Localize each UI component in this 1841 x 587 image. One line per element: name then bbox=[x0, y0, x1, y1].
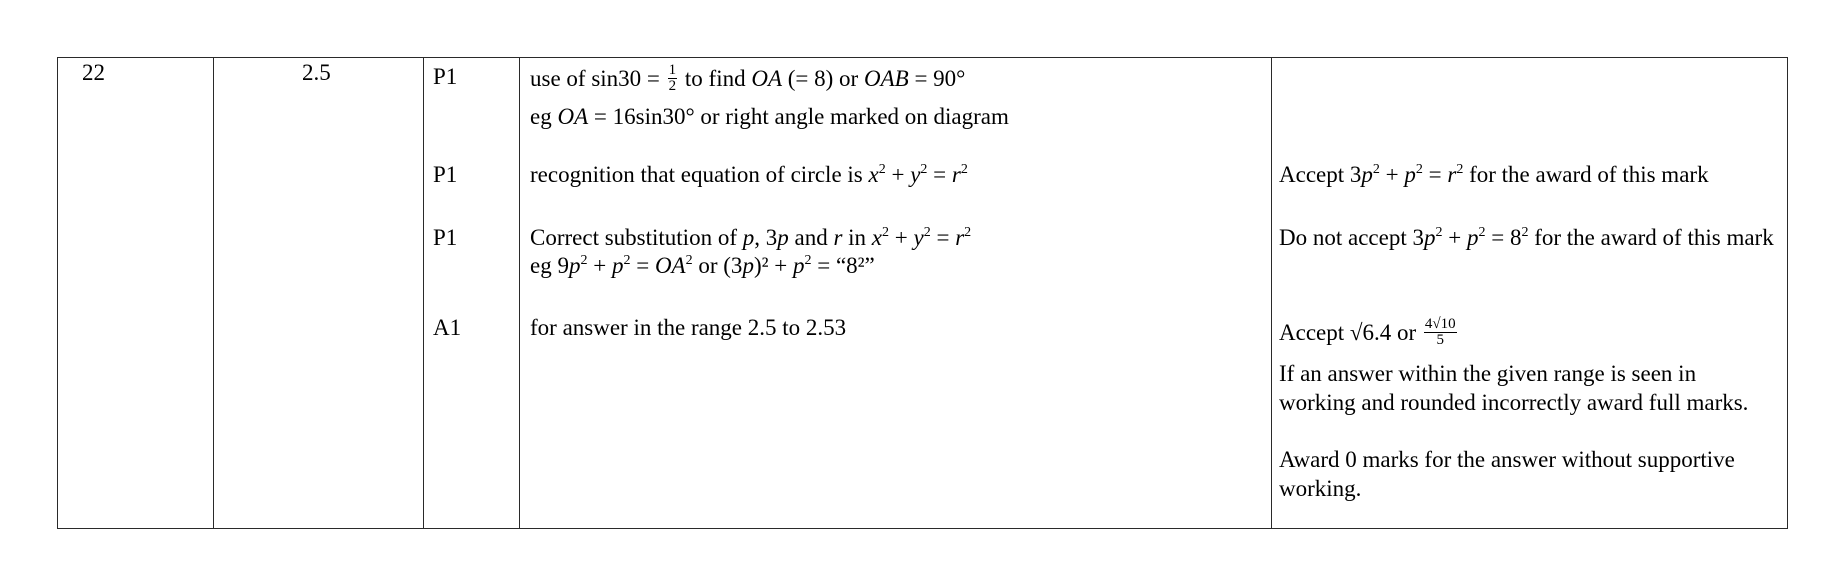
guidance-row-4-accept: Accept √6.4 or $\frac{4√10}{5}$ bbox=[1279, 316, 1456, 349]
mark-row-4: A1 bbox=[433, 315, 462, 340]
fraction-four-root-ten-over-five: $\frac{4√10}{5}$ bbox=[1424, 316, 1456, 349]
working-row-2: recognition that equation of circle is $x^2 + y^2 = r^2$ bbox=[530, 162, 968, 187]
guidance-row-3-line-1: Do not accept $3p^2 + p^2 = 8^2$ for the award of this mark bbox=[1279, 225, 1774, 250]
working-row-4: for answer in the range 2.5 to 2.53 bbox=[530, 315, 847, 340]
column-divider bbox=[1271, 58, 1272, 528]
column-divider bbox=[423, 58, 424, 528]
working-row-3-line-2: eg $9p^2 + p^2 = OA^2$ or $(3p)^2 + p^2$ = “8²” bbox=[530, 253, 875, 278]
answer: 2.5 bbox=[302, 60, 331, 85]
guidance-row-4-working: Award 0 marks for the answer without supportive working. bbox=[1279, 447, 1735, 501]
column-divider bbox=[213, 58, 214, 528]
mark-row-1: P1 bbox=[433, 64, 458, 89]
fraction-one-half: $\frac{1}{2}$ bbox=[668, 62, 677, 95]
working-row-1-line-2: eg OA = 16sin30° or right angle marked on diagram bbox=[530, 104, 1009, 129]
mark-row-2: P1 bbox=[433, 162, 458, 187]
mark-row-3: P1 bbox=[433, 225, 458, 250]
question-number: 22 bbox=[82, 60, 105, 85]
guidance-row-2: Accept $3p^2 + p^2 = r^2$ for the award of this mark bbox=[1279, 162, 1709, 187]
column-divider bbox=[519, 58, 520, 528]
working-row-1-line-1: use of sin30 = $\frac{1}{2}$ to find OA (= 8) or OAB = 90° bbox=[530, 62, 966, 95]
working-row-3-line-1: Correct substitution of p, 3p and r in $x^2 + y^2 = r^2$ bbox=[530, 225, 972, 250]
guidance-row-4-rounding: If an answer within the given range is seen in working and rounded incorrectly award full marks. bbox=[1279, 361, 1749, 415]
